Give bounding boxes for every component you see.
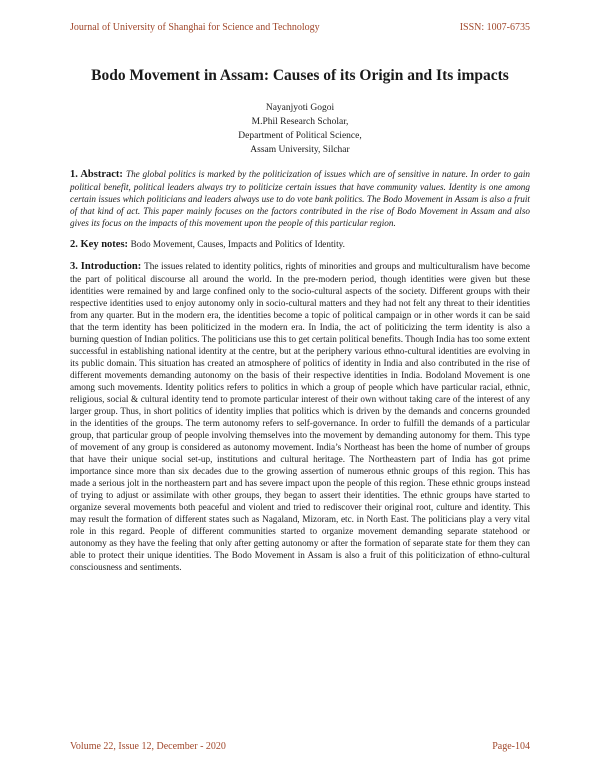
issn: ISSN: 1007-6735 (459, 22, 530, 33)
introduction-heading: 3. Introduction: (70, 261, 145, 272)
introduction-text: The issues related to identity politics, rights of minorities and groups and multiculturalism have become the part of political discourse all around the world. In the pre-modern period, though identities were given but these identities were remained by and large confined only to the socio-cultural aspects of the society. Different groups with their respective identities used to enjoy autonomy only in socio-cultural matters and they had not felt any threat to their identities from any quarter. But in the modern era, the identities become a topic of political campaign or in other words it can be said that the term identity has been politicized in the modern era. In India, the act of politicizing the term identity is also a burning question of Indian politics. The politicians use this to get certain political benefits. Though India has too some extent successful in establishing national identity at the centre, but at the periphery various ethno-cultural identities are evolving in its public domain. This situation has created an atmosphere of politics of identity in India and also contributed in the rise of different movements demanding autonomy on the basis of their respective identities in India. Bodoland Movement is one among such movements. Identity politics refers to politics in which a group of people which have particular racial, ethnic, religious, social & cultural identity tend to promote particular interest of their own without taking care of the interest of any larger group. Thus, in short politics of identity implies that politics which is driven by the demands and concerns grounded in the identities of the groups. The term autonomy refers to self-governance. In order to fulfill the demands of a particular group, that particular group of people involving themselves into the movement by demanding autonomy for them. This type of movement of any group is considered as autonomy movement. India’s Northeast has been the home of number of groups that have their unique social set-up, institutions and cultural heritage. The Northeastern part of India has got prime importance since more than six decades due to the growing assertion of numerous ethnic groups of this region. This has made a serious jolt in the northeastern part and has severe impact upon the people of this region. These ethnic groups instead of trying to adjust or assimilate with other groups, they began to assert their identities. The ethnic groups have started to organize several movements both peaceful and violent and tried to rediscover their original root, culture and identity. This may result the formation of different states such as Nagaland, Mizoram, etc. in North East. The politicians play a very vital role in this regard. People of different communities started to organize movement demanding separate statehood or autonomy as they have the feeling that only after getting autonomy or after the formation of separate state for them they can able to protect their unique identities. The Bodo Movement in Assam is also a fruit of this politicization of ethno-cultural consciousness and sentiments. (70, 261, 531, 572)
volume-info: Volume 22, Issue 12, December - 2020 (70, 741, 226, 752)
paper-title: Bodo Movement in Assam: Causes of its Origin and Its impacts (91, 67, 509, 84)
author-name: Nayanjyoti Gogoi (265, 103, 335, 113)
page-number: Page-104 (492, 741, 530, 752)
abstract (70, 168, 530, 229)
author-position: M.Phil Research Scholar, (251, 117, 349, 127)
keynotes-heading: 2. Key notes: (70, 239, 131, 250)
article-body (70, 67, 530, 582)
running-header (70, 22, 530, 33)
introduction (70, 260, 530, 573)
abstract-heading: 1. Abstract: (70, 169, 126, 180)
author-block (70, 101, 530, 157)
author-department: Department of Political Science, (238, 131, 362, 141)
journal-name: Journal of University of Shanghai for Science and Technology (70, 22, 320, 33)
author-university: Assam University, Silchar (250, 145, 350, 155)
keynotes-text: Bodo Movement, Causes, Impacts and Politics of Identity. (130, 239, 345, 249)
abstract-text: The global politics is marked by the politicization of issues which are of sensitive in nature. In order to gain political benefit, political leaders always try to politicize certain issues that have community values. Identity is one among certain issues which politicians and leaders always use to do vote bank politics. The Bodo Movement in Assam is also a fruit of that kind of act. This paper mainly focuses on the factors contributed in the rise of Bodo Movement in Assam and also gives its focus on the impacts of this movement upon the people of this particular region. (70, 169, 530, 228)
running-footer (70, 741, 530, 752)
key-notes (70, 238, 530, 251)
